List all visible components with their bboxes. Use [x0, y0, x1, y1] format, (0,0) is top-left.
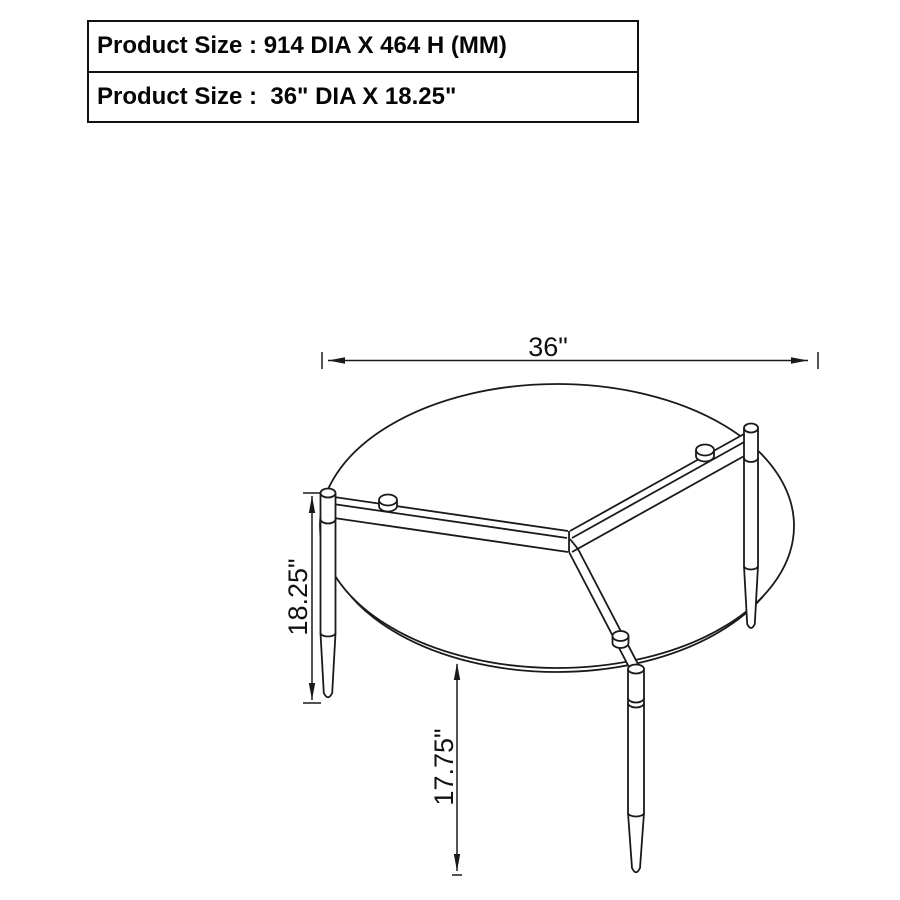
- front-bar-face: [569, 549, 639, 669]
- diameter-label: 36": [528, 332, 568, 362]
- right-leg: [744, 428, 758, 628]
- right-bar-top-front-edge: [572, 441, 746, 538]
- spec-label-metric: Product Size : 914 DIA X 464 H (MM): [97, 32, 507, 60]
- height-label: 18.25": [283, 558, 313, 636]
- left-leg-cap: [321, 489, 336, 498]
- diameter-arrow-right: [791, 357, 808, 363]
- front-leg-cap: [628, 665, 644, 674]
- spec-label-imperial: Product Size : 36" DIA X 18.25": [97, 82, 457, 110]
- right-bar-face: [570, 434, 746, 552]
- right-cap-top: [696, 445, 714, 456]
- dimension-clearance: [429, 663, 462, 875]
- front-bar-left-edge: [569, 552, 630, 669]
- dimension-diameter: [322, 332, 818, 369]
- right-leg-cap: [744, 424, 758, 433]
- front-bar-right-edge: [578, 549, 639, 666]
- left-cap-top: [379, 495, 397, 506]
- diameter-arrow-left: [328, 357, 345, 363]
- front-cap-top: [613, 631, 629, 641]
- dimension-overall-height: [283, 493, 321, 703]
- legs: [321, 424, 759, 873]
- right-bar-top-back-edge: [570, 434, 744, 531]
- front-leg: [628, 669, 644, 872]
- clearance-arrow-down: [454, 854, 460, 871]
- height-arrow-down: [309, 683, 315, 700]
- left-bar-face: [334, 497, 568, 552]
- frame-bars: [333, 434, 746, 669]
- clearance-arrow-up: [454, 663, 460, 680]
- right-bar-bottom-edge: [572, 455, 746, 552]
- height-arrow-up: [309, 496, 315, 513]
- clearance-label: 17.75": [429, 728, 459, 806]
